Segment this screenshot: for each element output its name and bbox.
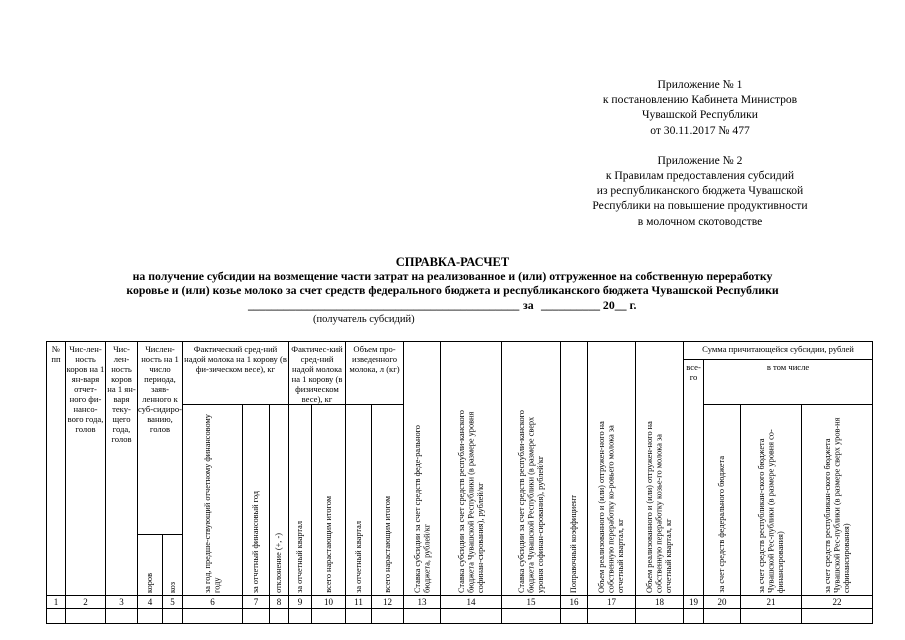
header-c19-22: Сумма причитающейся субсидии, рублей <box>684 342 873 360</box>
column-number: 11 <box>346 596 372 609</box>
appendix-2-line: из республиканского бюджета Чувашской <box>596 184 804 198</box>
header-c4: коров <box>138 535 163 596</box>
header-c3: Чис-лен-ность коров на 1 ян-варя теку-щего года, голов <box>106 342 138 596</box>
data-cell[interactable] <box>138 609 163 624</box>
column-number: 6 <box>183 596 243 609</box>
data-cell[interactable] <box>372 609 404 624</box>
column-number: 18 <box>636 596 684 609</box>
data-row <box>47 609 873 624</box>
data-cell[interactable] <box>441 609 502 624</box>
appendix-2-line: Республики на повышение продуктивности <box>592 199 808 213</box>
column-number: 10 <box>312 596 346 609</box>
header-c18: Объем реализованного и (или) отгружен-ного на собственную переработку козье-го молока за отчетный квартал, кг <box>636 342 684 596</box>
header-c5: коз <box>163 535 183 596</box>
header-c6: за год, предше-ствующий отчетному финансовому году <box>183 405 243 596</box>
column-number: 21 <box>741 596 802 609</box>
appendix-1-line: от 30.11.2017 № 477 <box>650 123 750 137</box>
column-number: 20 <box>704 596 741 609</box>
header-c14: Ставка субсидии за счет средств республи-канского бюджета Чувашской Республики (в размере уровня софинан-сирования), рублей/кг <box>441 342 502 596</box>
column-number: 19 <box>684 596 704 609</box>
header-c1112: Объем про-изведенного молока, л (кг) <box>346 342 404 405</box>
column-number: 9 <box>289 596 312 609</box>
header-c12: всего нарастающим итогом <box>372 405 404 596</box>
document-title: СПРАВКА-РАСЧЕТ <box>395 255 510 269</box>
appendix-2-line: к Правилам предоставления субсидий <box>605 169 795 183</box>
column-number: 2 <box>66 596 106 609</box>
column-number: 16 <box>561 596 588 609</box>
column-number: 17 <box>588 596 636 609</box>
appendix-1-line: к постановлению Кабинета Министров <box>602 93 798 107</box>
za-label: за <box>523 298 534 312</box>
data-cell[interactable] <box>312 609 346 624</box>
column-number: 15 <box>502 596 561 609</box>
header-c10: всего нарастающим итогом <box>312 405 346 596</box>
column-number: 8 <box>270 596 289 609</box>
header-c20: за счет средств федерального бюджета <box>704 405 741 596</box>
header-c678: Фактический сред-ний надой молока на 1 корову (в фи-зическом весе), кг <box>183 342 289 405</box>
column-number: 12 <box>372 596 404 609</box>
recipient-blank[interactable]: ______________________________________________ <box>248 298 520 312</box>
data-cell[interactable] <box>561 609 588 624</box>
data-cell[interactable] <box>289 609 312 624</box>
header-c8: отклонение (+, -) <box>270 405 289 596</box>
header-c17: Объем реализованного и (или) отгружен-ного на собственную переработку ко-ровьего молока за отчетный квартал, кг <box>588 342 636 596</box>
column-number: 14 <box>441 596 502 609</box>
data-cell[interactable] <box>636 609 684 624</box>
column-number: 5 <box>163 596 183 609</box>
header-c20-22: в том числе <box>704 360 873 405</box>
data-cell[interactable] <box>502 609 561 624</box>
data-cell[interactable] <box>243 609 270 624</box>
calculation-table <box>46 341 873 624</box>
data-cell[interactable] <box>270 609 289 624</box>
document-subtitle-line-2: коровье и (или) козье молоко за счет средств федерального бюджета и республиканского бюджета Чувашской Республики <box>126 283 779 297</box>
data-cell[interactable] <box>66 609 106 624</box>
appendix-2-title: Приложение № 2 <box>657 153 743 167</box>
data-cell[interactable] <box>346 609 372 624</box>
data-cell[interactable] <box>684 609 704 624</box>
header-c9: за отчетный квартал <box>289 405 312 596</box>
data-cell[interactable] <box>47 609 66 624</box>
data-cell[interactable] <box>163 609 183 624</box>
document-subtitle-line-1: на получение субсидии на возмещение части затрат на реализованное и (или) отгруженное на собственную переработку <box>132 269 773 283</box>
header-c45: Числен-ность на 1 число периода, заяв-ленного к суб-сидиро-ванию, голов <box>138 342 183 535</box>
column-number: 3 <box>106 596 138 609</box>
appendix-1-line: Чувашской Республики <box>642 108 758 122</box>
column-number-row <box>47 596 873 609</box>
appendix-2-line: в молочном скотоводстве <box>637 214 763 228</box>
recipient-label: (получатель субсидий) <box>313 314 415 325</box>
appendix-1 <box>560 77 840 229</box>
header-c11: за отчетный квартал <box>346 405 372 596</box>
data-cell[interactable] <box>802 609 873 624</box>
data-cell[interactable] <box>183 609 243 624</box>
header-c22: за счет средств республикан-ского бюджета Чувашской Рес-публики (в размере сверх уров-ня софинансирования) <box>802 405 873 596</box>
date-blank[interactable]: __________ 20__ г. <box>541 298 637 312</box>
header-c7: за отчетный финансовый год <box>243 405 270 596</box>
data-cell[interactable] <box>106 609 138 624</box>
column-number: 7 <box>243 596 270 609</box>
column-number: 22 <box>802 596 873 609</box>
appendix-1-title: Приложение № 1 <box>657 78 743 91</box>
header-c15: Ставка субсидии за счет средств республи-канского бюджета Чувашской Республики (в размере сверх уровня софинан-сирования), рублей/кг <box>502 342 561 596</box>
column-number: 1 <box>47 596 66 609</box>
data-cell[interactable] <box>588 609 636 624</box>
data-cell[interactable] <box>404 609 441 624</box>
header-c19: все-го <box>684 360 704 596</box>
header-c21: за счет средств республикан-ского бюджета Чувашской Рес-публики (в размере уровня со-финансирования) <box>741 405 802 596</box>
column-number: 4 <box>138 596 163 609</box>
data-cell[interactable] <box>741 609 802 624</box>
header-c910: Фактичес-кий сред-ний надой молока на 1 корову (в физическом весе), кг <box>289 342 346 405</box>
header-c1: № пп <box>47 342 66 596</box>
data-cell[interactable] <box>704 609 741 624</box>
header-c13: Ставка субсидии за счет средств феде-рального бюджета, рублей/кг <box>404 342 441 596</box>
column-number: 13 <box>404 596 441 609</box>
header-c2: Чис-лен-ность коров на 1 ян-варя отчет-ного фи-нансо-вого года, голов <box>66 342 106 596</box>
header-c16: Поправочный коэффициент <box>561 342 588 596</box>
